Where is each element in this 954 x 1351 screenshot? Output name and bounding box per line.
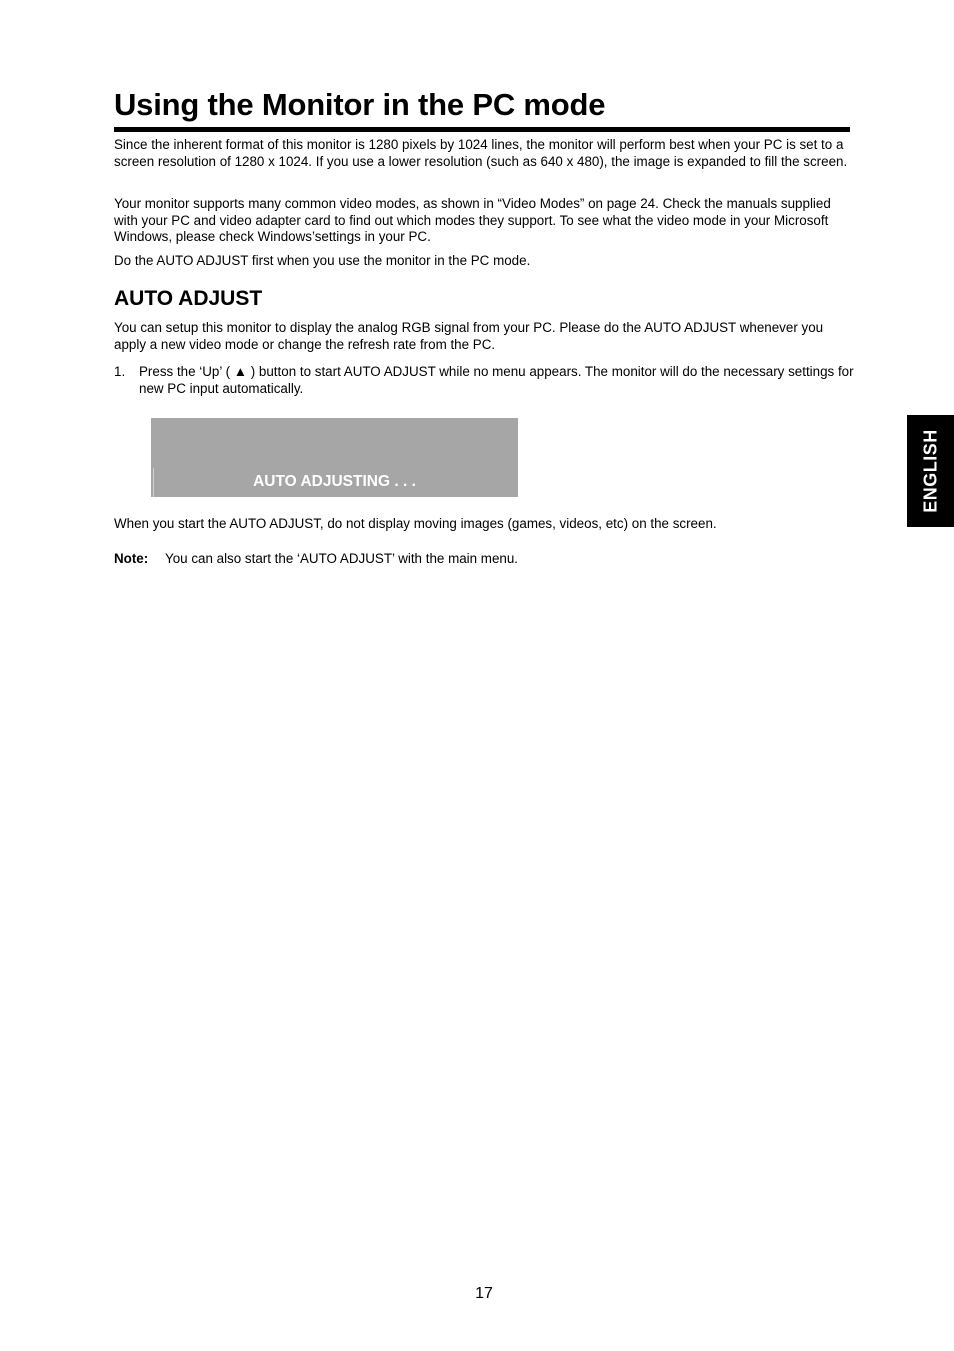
list-number: 1. — [114, 364, 126, 379]
intro-paragraph-1: Since the inherent format of this monitor is 1280 pixels by 1024 lines, the monitor will perform best when your PC is set to a screen resolution of 1280 x 1024. If you use a lower resolution (such as 640 x 480), the image is expanded to fill the screen. — [114, 137, 848, 169]
language-tab — [907, 415, 954, 527]
intro-paragraph-2: Your monitor supports many common video modes, as shown in “Video Modes” on page 24. Check the manuals supplied with your PC and video adapter card to find out which modes they support. To see what the video mode in your Microsoft Windows, please check Windows’settings in your PC. — [114, 196, 831, 245]
warning-paragraph: When you start the AUTO ADJUST, do not display moving images (games, videos, etc) on the screen. — [114, 516, 717, 531]
section-heading: AUTO ADJUST — [114, 287, 263, 310]
list-text: Press the ‘Up’ ( ▲ ) button to start AUTO ADJUST while no menu appears. The monitor will do the necessary settings for new PC input automatically. — [139, 364, 854, 396]
title-rule — [114, 127, 850, 132]
page-title: Using the Monitor in the PC mode — [114, 87, 606, 122]
auto-adjust-paragraph: You can setup this monitor to display the analog RGB signal from your PC. Please do the AUTO ADJUST whenever you apply a new video mode or change the refresh rate from the PC. — [114, 320, 824, 352]
page-number: 17 — [475, 1285, 493, 1302]
note-label: Note: — [114, 551, 149, 566]
intro-paragraph-3: Do the AUTO ADJUST first when you use the monitor in the PC mode. — [114, 253, 531, 268]
osd-message: AUTO ADJUSTING . . . — [253, 473, 416, 490]
osd-display — [151, 418, 518, 497]
language-label: ENGLISH — [920, 429, 940, 513]
note-text: You can also start the ‘AUTO ADJUST’ with the main menu. — [165, 551, 519, 566]
